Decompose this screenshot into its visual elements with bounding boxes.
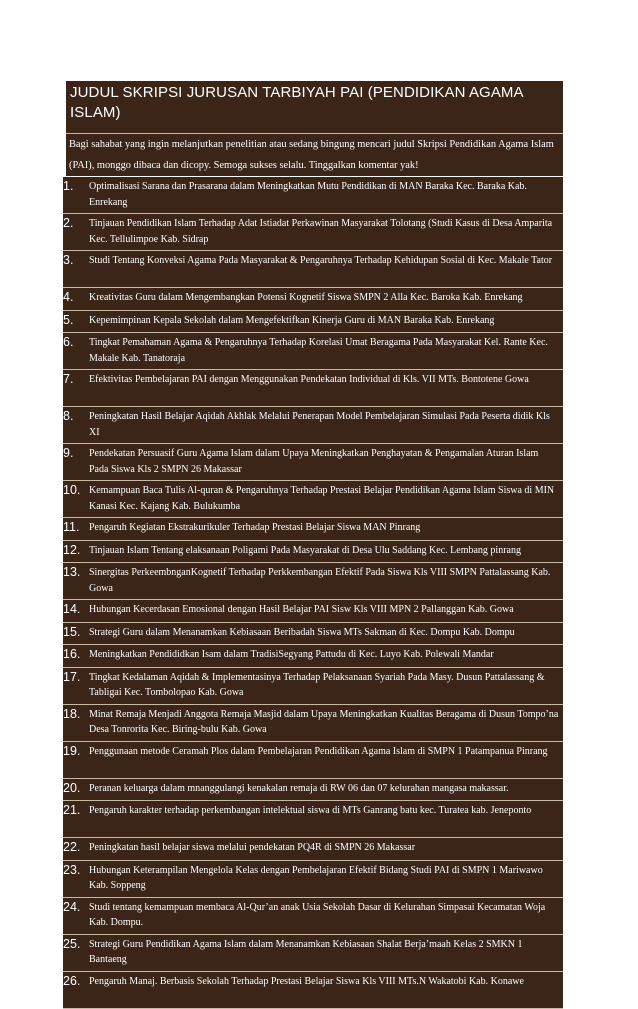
item-title: Peningkatan Hasil Belajar Aqidah Akhlak Melalui Penerapan Model Pembelajaran Simulasi Pada Peserta didik Kls XI <box>89 411 550 438</box>
item-title: Meningkatkan Pendididkan Isam dalam TradisiSegyang Pattudu di Kec. Luyo Kab. Polewali Mandar <box>89 649 494 660</box>
item-number: 15. <box>63 624 81 639</box>
item-number: 4. <box>63 290 74 304</box>
item-number: 19. <box>63 743 81 758</box>
item-title: Strategi Guru Pendidikan Agama Islam dalam Menanamkan Kebiasaan Shalat Berja’maah Kelas 2 SMKN 1 Bantaeng <box>89 938 523 965</box>
item-title: Kepemimpinan Kepala Sekolah dalam Mengefektifkan Kinerja Guru di MAN Baraka Kab. Enrekang <box>89 314 495 326</box>
item-number: 23. <box>63 862 81 877</box>
list-item <box>63 742 563 779</box>
item-number: 1. <box>63 179 74 193</box>
item-title: Peningkatan hasil belajar siswa melalui pendekatan PQ4R di SMPN 26 Makassar <box>89 842 416 853</box>
list-item <box>63 288 563 311</box>
item-number: 17. <box>63 669 81 684</box>
item-number: 7. <box>63 372 74 386</box>
item-number: 9. <box>63 446 74 460</box>
item-title: Studi tentang kemampuan membaca Al-Qur’an anak Usia Sekolah Dasar di Kelurahan Simpasai Kecamatan Woja Kab. Dompu. <box>89 901 546 928</box>
list-item <box>63 838 563 861</box>
list-item <box>63 898 563 935</box>
item-number: 12. <box>63 542 81 557</box>
item-number: 20. <box>63 780 81 795</box>
item-title: Efektivitas Pembelajaran PAI dengan Menggunakan Pendekatan Individual di Kls. VII MTs. Bontotene Gowa <box>89 374 529 385</box>
item-title: Kreativitas Guru dalam Mengembangkan Potensi Kognetif Siswa SMPN 2 Alla Kec. Baroka Kab. Enrekang <box>89 292 523 303</box>
list-item <box>63 972 563 1009</box>
item-number: 25. <box>63 936 81 951</box>
list-item <box>63 645 563 668</box>
thesis-title-list <box>63 177 563 1009</box>
list-item <box>63 935 563 972</box>
list-item <box>63 801 563 838</box>
item-number: 5. <box>63 312 74 327</box>
item-title: Strategi Guru dalam Menanamkan Kebiasaan Beribadah Siswa MTs Sakman di Kec. Dompu Kab. Dompu <box>89 626 515 638</box>
list-item <box>63 370 563 407</box>
item-title: Penggunaan metode Ceramah Plos dalam Pembelajaran Pendidikan Agama Islam di SMPN 1 Patampanua Pinrang <box>89 745 548 757</box>
item-title: Tingkat Pemahaman Agama & Pengaruhnya Terhadap Korelasi Umat Beragama Pada Masyarakat Kel. Rante Kec. Makale Kab. Tanatoraja <box>89 337 548 364</box>
list-item <box>63 600 563 623</box>
item-title: Tinjauan Islam Tentang elaksanaan Poligami Pada Masyarakat di Desa Ulu Saddang Kec. Lembang pinrang <box>89 544 521 556</box>
list-item <box>63 705 563 742</box>
list-item <box>63 481 563 518</box>
item-number: 6. <box>63 335 74 349</box>
item-number: 22. <box>63 840 81 854</box>
list-item <box>63 518 563 541</box>
list-item <box>63 407 563 444</box>
item-number: 21. <box>63 803 81 817</box>
item-number: 26. <box>63 973 81 988</box>
item-number: 13. <box>63 565 81 579</box>
item-title: Tingkat Kedalaman Aqidah & Implementasinya Terhadap Pelaksanaan Syariah Pada Masy. Dusun Pattalassang & Tabligai Kec. Tombolopao Kab. Gowa <box>89 671 545 698</box>
item-title: Sinergitas PerkeembnganKognetif Terhadap Perkkembangan Efektif Pada Siswa Kls VIII SMPN Pattalassang Kab. Gowa <box>89 567 551 594</box>
list-item <box>63 779 563 802</box>
list-item <box>63 333 563 370</box>
item-title: Kemampuan Baca Tulis Al-quran & Pengaruhnya Terhadap Prestasi Belajar Pendidikan Agama Islam Siswa di MIN Kanasi Kec. Kajang Kab. Bulukumba <box>89 485 555 512</box>
item-number: 24. <box>63 899 81 914</box>
header-box <box>66 81 563 176</box>
item-title: Pengaruh Kegiatan Ekstrakurikuler Terhadap Prestasi Belajar Siswa MAN Pinrang <box>89 522 421 533</box>
item-number: 14. <box>63 602 81 616</box>
item-title: Peranan keluarga dalam mnanggulangi kenakalan remaja di RW 06 dan 07 kelurahan mangasa makassar. <box>89 782 509 794</box>
list-item <box>63 177 563 214</box>
item-title: Hubungan Keterampilan Mengelola Kelas dengan Pembelajaran Efektif Bidang Studi PAI di SMPN 1 Mariwawo Kab. Soppeng <box>89 864 543 891</box>
item-title: Minat Remaja Menjadi Anggota Remaja Masjid dalam Upaya Meningkatkan Kualitas Beragama di Dusun Tompo’na Desa Tonrorita Kec. Biring-bulu Kab. Gowa <box>89 708 559 735</box>
list-item <box>63 311 563 334</box>
intro-text: Bagi sahabat yang ingin melanjutkan penelitian atau sedang bingung mencari judul Skripsi Pendidikan Agama Islam (PAI), monggo dibaca dan dicopy. Semoga sukses selalu. Tinggalkan komentar yak! <box>69 139 554 171</box>
page-title: JUDUL SKRIPSI JURUSAN TARBIYAH PAI (PENDIDIKAN AGAMA ISLAM) <box>70 84 523 121</box>
item-number: 18. <box>63 706 81 721</box>
item-title: Optimalisasi Sarana dan Prasarana dalam Meningkatkan Mutu Pendidikan di MAN Baraka Kec. Baraka Kab. Enrekang <box>89 181 527 208</box>
item-title: Pendekatan Persuasif Guru Agama Islam dalam Upaya Meningkatkan Penghayatan & Pengamalan Aturan Islam Pada Siswa Kls 2 SMPN 26 Makassar <box>89 448 539 475</box>
list-item <box>63 251 563 288</box>
item-number: 11. <box>63 520 80 534</box>
item-title: Pengaruh Manaj. Berbasis Sekolah Terhadap Prestasi Belajar Siswa Kls VIII MTs.N Wakatobi Kab. Konawe <box>89 975 524 987</box>
list-item <box>63 623 563 646</box>
item-title: Pengaruh karakter terhadap perkembangan intelektual siswa di MTs Ganrang batu kec. Turatea kab. Jeneponto <box>89 805 532 816</box>
list-item <box>63 444 563 481</box>
item-title: Hubungan Kecerdasan Emosional dengan Hasil Belajar PAI Sisw Kls VIII MPN 2 Pallanggan Kab. Gowa <box>89 604 514 615</box>
list-item <box>63 861 563 898</box>
item-number: 10. <box>63 483 81 497</box>
item-number: 8. <box>63 409 74 423</box>
item-title: Studi Tentang Konveksi Agama Pada Masyarakat & Pengaruhnya Terhadap Kehidupan Sosial di Kec. Makale Tator <box>89 255 553 266</box>
list-item <box>63 668 563 705</box>
list-item <box>63 541 563 564</box>
item-title: Tinjauan Pendidikan Islam Terhadap Adat Istiadat Perkawinan Masyarakat Tolotang (Studi Kasus di Desa Amparita Kec. Tellulimpoe Kab. Sidrap <box>89 218 553 245</box>
item-number: 16. <box>63 647 81 661</box>
item-number: 3. <box>63 253 74 267</box>
item-number: 2. <box>63 216 74 230</box>
list-item <box>63 563 563 600</box>
list-item <box>63 214 563 251</box>
